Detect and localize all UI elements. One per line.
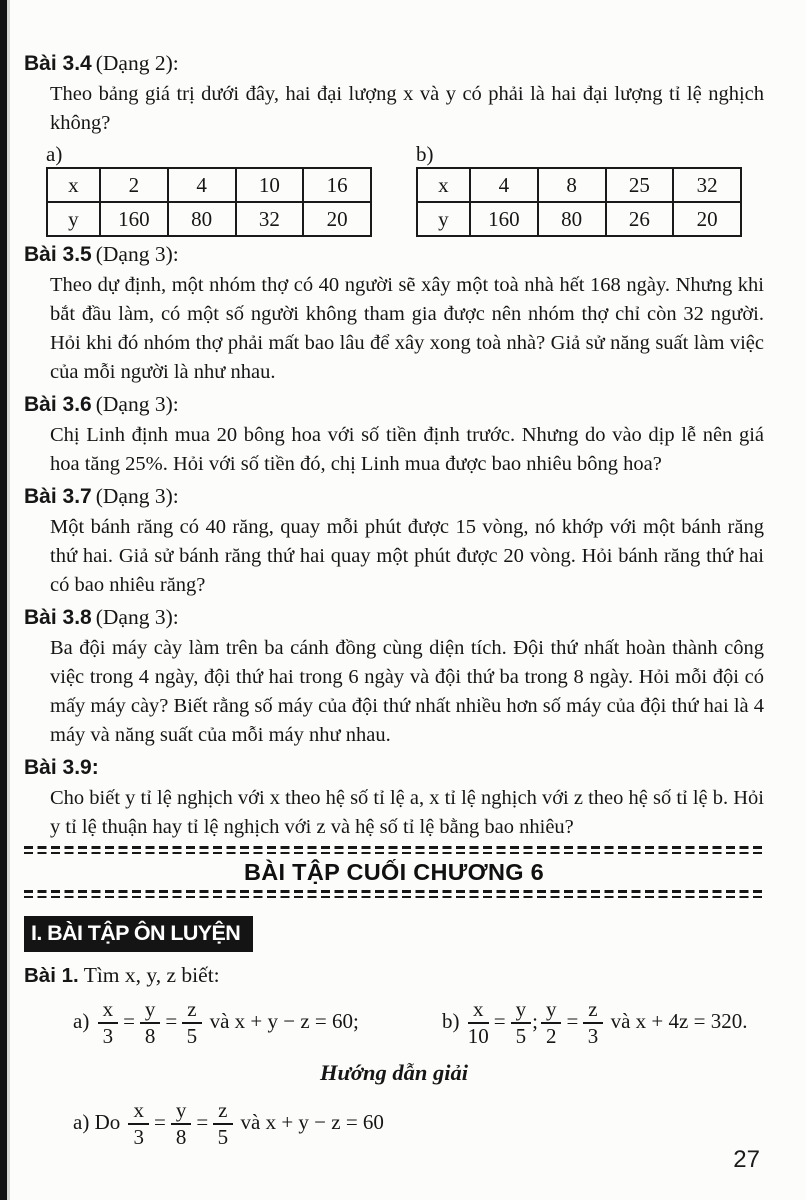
table-row	[417, 202, 741, 236]
section-header: I. BÀI TẬP ÔN LUYỆN	[24, 916, 253, 952]
problem-type: (Dạng 2):	[95, 51, 179, 75]
table-cell: 8	[538, 168, 606, 202]
table-cell: 16	[303, 168, 371, 202]
page-number: 27	[733, 1146, 760, 1173]
problem-3-8-heading	[24, 604, 764, 633]
scan-edge-shadow	[7, 0, 10, 1200]
chapter-banner	[24, 846, 764, 898]
problem-number: Bài 3.7	[24, 485, 92, 508]
table-a-label: a)	[46, 142, 63, 166]
table-row	[417, 168, 741, 202]
problem-3-4-body: Theo bảng giá trị dưới đây, hai đại lượng x và y có phải là hai đại lượng tỉ lệ nghịch không?	[50, 83, 764, 134]
chapter-banner-title: BÀI TẬP CUỐI CHƯƠNG 6	[243, 859, 544, 885]
table-cell: 2	[100, 168, 168, 202]
fraction: $\frac{y}{5}$	[511, 998, 532, 1048]
table-cell: 20	[673, 202, 741, 236]
exercise-prompt: Tìm x, y, z biết:	[83, 963, 220, 987]
table-cell: 160	[470, 202, 538, 236]
scan-edge-band	[0, 0, 7, 1200]
table-row	[47, 168, 371, 202]
table-cell: 32	[673, 168, 741, 202]
problem-3-7-heading	[24, 483, 764, 512]
exercise-number: Bài 1.	[24, 964, 79, 987]
problem-3-6-heading	[24, 391, 764, 420]
problem-3-4-heading	[24, 50, 764, 79]
fraction: $\frac{y}{2}$	[541, 998, 562, 1048]
problem-number: Bài 3.9:	[24, 756, 99, 779]
solution-equation-a: a) Do $\frac{x}{3}$ = $\frac{y}{8}$ = $\frac{z}{5}$ và x + y − z = 60	[73, 1098, 384, 1149]
table-cell: 20	[303, 202, 371, 236]
problem-3-9-heading	[24, 754, 764, 783]
fraction: $\frac{y}{8}$	[171, 1099, 192, 1149]
table-b	[416, 167, 742, 237]
equation-condition: và x + y − z = 60	[240, 1109, 384, 1134]
equation-label: b)	[442, 1008, 460, 1033]
fraction: $\frac{z}{5}$	[182, 998, 201, 1048]
table-cell: 160	[100, 202, 168, 236]
fraction: $\frac{z}{3}$	[583, 998, 602, 1048]
table-cell: y	[47, 202, 100, 236]
table-a	[46, 167, 372, 237]
problem-number: Bài 3.5	[24, 243, 92, 266]
table-cell: 80	[168, 202, 236, 236]
problem-type: (Dạng 3):	[95, 242, 179, 266]
table-cell: 4	[470, 168, 538, 202]
problem-3-8-body: Ba đội máy cày làm trên ba cánh đồng cùng diện tích. Đội thứ nhất hoàn thành công việc trong 4 ngày, đội thứ hai trong 6 ngày và đội thứ ba trong 8 ngày. Hỏi mỗi đội có mấy máy cày? Biết rằng số máy của đội thứ nhất nhiều hơn số máy của đội thứ hai là 4 máy và năng suất của mỗi máy như nhau.	[50, 637, 764, 746]
problem-type: (Dạng 3):	[95, 392, 179, 416]
table-cell: x	[417, 168, 470, 202]
table-cell: 80	[538, 202, 606, 236]
table-cell: 4	[168, 168, 236, 202]
equation-condition: và x + 4z = 320.	[610, 1008, 748, 1033]
equation-b: b) $\frac{x}{10}$ = $\frac{y}{5}$ ; $\frac{y}{2}$ = $\frac{z}{3}$ và x + 4z = 320.	[442, 997, 748, 1048]
table-row	[47, 202, 371, 236]
table-b-label: b)	[416, 142, 434, 166]
equation-label: a)	[73, 1008, 90, 1033]
table-cell: 25	[606, 168, 674, 202]
problem-3-6-body: Chị Linh định mua 20 bông hoa với số tiền định trước. Nhưng do vào dịp lễ nên giá hoa tăng 25%. Hỏi với số tiền đó, chị Linh mua được bao nhiêu bông hoa?	[50, 424, 764, 475]
table-cell: 32	[236, 202, 304, 236]
table-cell: x	[47, 168, 100, 202]
problem-3-5-body: Theo dự định, một nhóm thợ có 40 người sẽ xây một toà nhà hết 168 ngày. Nhưng khi bắt đầu làm, có một số người không tham gia được nên nhóm thợ chỉ còn 32 người. Hỏi khi đó nhóm thợ phải mất bao lâu để xây xong toà nhà? Giả sử năng suất làm việc của mỗi người là như nhau.	[50, 274, 764, 383]
problem-number: Bài 3.8	[24, 606, 92, 629]
fraction: $\frac{x}{3}$	[128, 1099, 149, 1149]
solution-label: a) Do	[73, 1109, 121, 1134]
equation-a: a) $\frac{x}{3}$ = $\frac{y}{8}$ = $\frac{z}{5}$ và x + y − z = 60;	[73, 997, 359, 1048]
fraction: $\frac{z}{5}$	[213, 1099, 232, 1149]
value-tables	[46, 142, 764, 237]
table-cell: 26	[606, 202, 674, 236]
solution-step	[24, 1088, 764, 1160]
table-cell: y	[417, 202, 470, 236]
solution-guide-heading: Hướng dẫn giải	[319, 1060, 469, 1085]
fraction: $\frac{y}{8}$	[140, 998, 161, 1048]
table-b-block	[416, 142, 742, 237]
problem-3-9-body: Cho biết y tỉ lệ nghịch với x theo hệ số tỉ lệ a, x tỉ lệ nghịch với z theo hệ số tỉ lệ b. Hỏi y tỉ lệ thuận hay tỉ lệ nghịch với z và hệ số tỉ lệ bằng bao nhiêu?	[50, 787, 765, 838]
problem-number: Bài 3.6	[24, 393, 92, 416]
exercise-1-equations	[24, 990, 764, 1056]
problem-3-5-heading	[24, 241, 764, 270]
problem-number: Bài 3.4	[24, 52, 92, 75]
problem-3-7-body: Một bánh răng có 40 răng, quay mỗi phút được 15 vòng, nó khớp với một bánh răng thứ hai. Giả sử bánh răng thứ hai quay một phút được 20 vòng. Hỏi bánh răng thứ hai có bao nhiêu răng?	[50, 516, 764, 596]
fraction: $\frac{x}{3}$	[98, 998, 119, 1048]
book-page	[24, 0, 764, 1160]
problem-type: (Dạng 3):	[95, 484, 179, 508]
problem-type: (Dạng 3):	[95, 605, 179, 629]
table-cell: 10	[236, 168, 304, 202]
exercise-1-heading	[24, 961, 764, 990]
equation-condition: và x + y − z = 60;	[209, 1008, 359, 1033]
fraction: $\frac{x}{10}$	[467, 997, 489, 1048]
table-a-block	[46, 142, 372, 237]
